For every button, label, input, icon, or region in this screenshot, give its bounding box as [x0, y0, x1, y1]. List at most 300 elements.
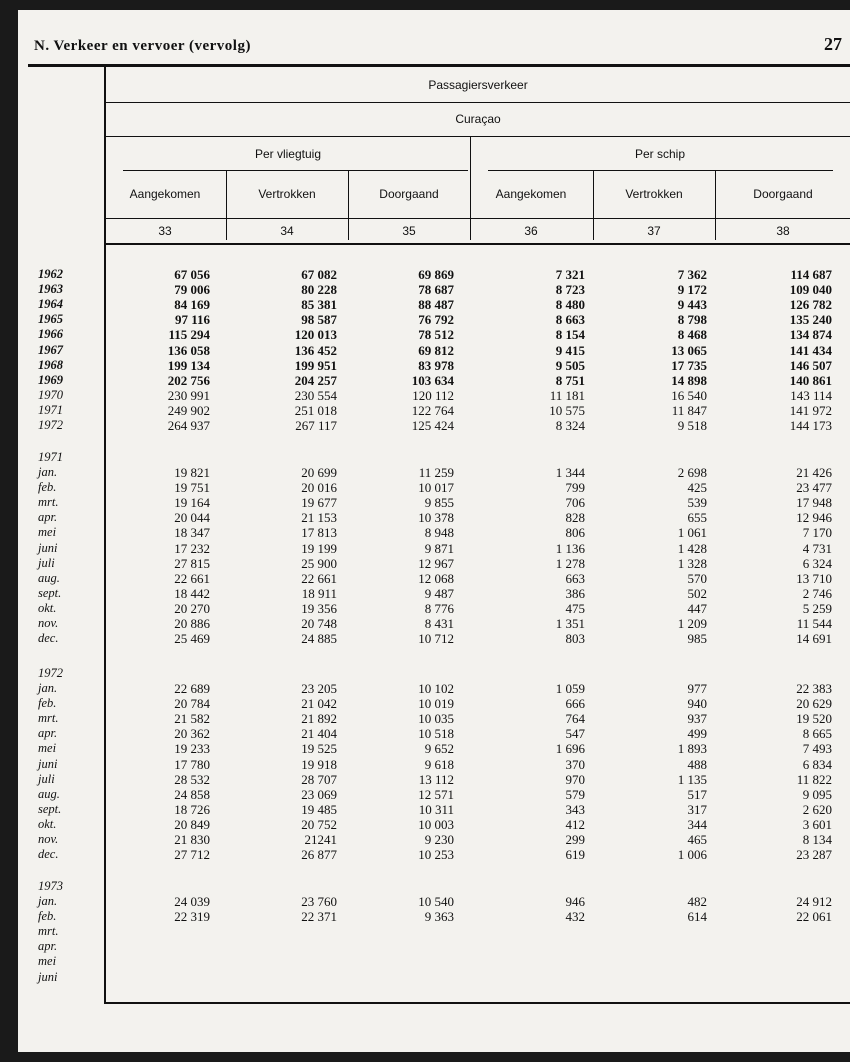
table-cell: 9 855 [424, 495, 454, 510]
table-cell: 517 [687, 787, 707, 802]
table-cell: 19 356 [301, 601, 337, 616]
table-cell: 10 253 [418, 847, 454, 862]
row-label: juli [38, 772, 55, 786]
section-label: 1973 [38, 879, 63, 893]
table-cell: 144 173 [789, 418, 832, 433]
table-cell: 9 230 [424, 832, 454, 847]
table-row [18, 970, 850, 985]
table-cell: 9 363 [424, 909, 454, 924]
table-cell: 230 991 [167, 388, 210, 403]
row-label: okt. [38, 817, 57, 831]
table-cell: 9 652 [424, 741, 454, 756]
table-cell: 19 918 [301, 757, 337, 772]
group-heading: Passagiersverkeer [428, 78, 528, 92]
table-cell: 19 199 [301, 541, 337, 556]
row-label: jan. [38, 681, 58, 695]
table-row [18, 525, 850, 540]
row-label: feb. [38, 696, 57, 710]
table-row [18, 696, 850, 711]
table-row [18, 327, 850, 342]
table-cell: 11 259 [418, 465, 454, 480]
table-cell: 1 061 [677, 525, 707, 540]
table-cell: 21241 [304, 832, 337, 847]
table-cell: 120 013 [294, 327, 337, 342]
row-label: dec. [38, 847, 59, 861]
page-number: 27 [824, 34, 842, 54]
table-cell: 141 972 [789, 403, 832, 418]
table-row [18, 418, 850, 433]
table-row [18, 465, 850, 480]
row-label: nov. [38, 832, 59, 846]
table-cell: 136 452 [294, 343, 337, 358]
table-cell: 13 065 [671, 343, 707, 358]
table-cell: 24 912 [796, 894, 832, 909]
table-cell: 3 601 [802, 817, 832, 832]
table-cell: 8 723 [555, 282, 585, 297]
table-cell: 20 849 [174, 817, 210, 832]
table-cell: 85 381 [301, 297, 337, 312]
table-cell: 20 016 [301, 480, 337, 495]
mode-air-heading: Per vliegtuig [254, 147, 322, 161]
table-cell: 114 687 [790, 267, 832, 282]
table-cell: 9 505 [555, 358, 585, 373]
table-cell: 20 748 [301, 616, 337, 631]
column-number-5: 37 [647, 224, 661, 238]
table-cell: 17 735 [671, 358, 707, 373]
table-cell: 370 [565, 757, 585, 772]
table-cell: 120 112 [412, 388, 454, 403]
row-label: jan. [38, 894, 58, 908]
table-cell: 115 294 [168, 327, 210, 342]
table-cell: 21 582 [174, 711, 210, 726]
table-cell: 80 228 [301, 282, 337, 297]
table-cell: 143 114 [790, 388, 832, 403]
table-cell: 10 378 [418, 510, 454, 525]
table-cell: 488 [687, 757, 707, 772]
table-cell: 21 153 [301, 510, 337, 525]
table-cell: 21 830 [174, 832, 210, 847]
table-row [18, 495, 850, 510]
table-cell: 18 911 [301, 586, 337, 601]
table-row [18, 373, 850, 388]
table-cell: 19 525 [301, 741, 337, 756]
header-rule-1 [106, 102, 850, 103]
table-cell: 23 477 [796, 480, 832, 495]
table-cell: 2 698 [677, 465, 707, 480]
table-row [18, 601, 850, 616]
table-cell: 28 707 [301, 772, 337, 787]
column-number-4: 36 [524, 224, 538, 238]
table-cell: 17 232 [174, 541, 210, 556]
row-label: apr. [38, 939, 58, 953]
table-cell: 78 512 [418, 327, 454, 342]
table-cell: 465 [687, 832, 707, 847]
row-label: 1970 [38, 388, 63, 402]
column-header-4: Aangekomen [495, 187, 567, 201]
table-cell: 22 371 [301, 909, 337, 924]
table-row [18, 403, 850, 418]
table-cell: 10 035 [418, 711, 454, 726]
table-cell: 764 [565, 711, 585, 726]
table-cell: 26 877 [301, 847, 337, 862]
column-header-1: Aangekomen [129, 187, 201, 201]
table-row [18, 358, 850, 373]
table-row [18, 772, 850, 787]
row-label: sept. [38, 802, 62, 816]
table-cell: 19 821 [174, 465, 210, 480]
table-row [18, 510, 850, 525]
table-cell: 482 [687, 894, 707, 909]
table-cell: 12 946 [796, 510, 832, 525]
row-label: feb. [38, 480, 57, 494]
table-cell: 6 324 [802, 556, 832, 571]
table-cell: 21 042 [301, 696, 337, 711]
top-rule [28, 64, 850, 67]
row-label: aug. [38, 571, 60, 585]
table-cell: 18 347 [174, 525, 210, 540]
table-row [18, 343, 850, 358]
table-cell: 18 442 [174, 586, 210, 601]
table-row [18, 681, 850, 696]
table-cell: 13 112 [418, 772, 454, 787]
table-cell: 20 362 [174, 726, 210, 741]
row-label: 1968 [38, 358, 63, 372]
row-label: 1967 [38, 343, 63, 357]
page-header-title: N. Verkeer en vervoer (vervolg) [34, 38, 251, 54]
table-cell: 76 792 [418, 312, 454, 327]
table-cell: 14 691 [796, 631, 832, 646]
table-cell: 614 [687, 909, 707, 924]
table-cell: 7 321 [555, 267, 585, 282]
table-cell: 19 751 [174, 480, 210, 495]
row-label: aug. [38, 787, 60, 801]
table-cell: 103 634 [411, 373, 454, 388]
table-cell: 985 [687, 631, 707, 646]
row-label: mrt. [38, 924, 59, 938]
table-cell: 18 726 [174, 802, 210, 817]
table-cell: 140 861 [789, 373, 832, 388]
row-label: nov. [38, 616, 59, 630]
table-cell: 78 687 [418, 282, 454, 297]
row-label: 1963 [38, 282, 63, 296]
table-cell: 655 [687, 510, 707, 525]
table-cell: 666 [565, 696, 585, 711]
table-cell: 135 240 [789, 312, 832, 327]
table-cell: 22 383 [796, 681, 832, 696]
table-cell: 970 [565, 772, 585, 787]
table-cell: 9 618 [424, 757, 454, 772]
table-cell: 1 059 [555, 681, 585, 696]
table-cell: 8 154 [555, 327, 585, 342]
table-cell: 499 [687, 726, 707, 741]
table-cell: 425 [687, 480, 707, 495]
table-cell: 8 663 [555, 312, 585, 327]
table-cell: 570 [687, 571, 707, 586]
table-cell: 386 [565, 586, 585, 601]
table-row [18, 267, 850, 282]
table-cell: 13 710 [796, 571, 832, 586]
table-cell: 17 813 [301, 525, 337, 540]
table-cell: 8 751 [555, 373, 585, 388]
table-cell: 19 485 [301, 802, 337, 817]
table-cell: 343 [565, 802, 585, 817]
row-label: mei [38, 954, 57, 968]
mode-ship-heading: Per schip [634, 147, 686, 161]
table-cell: 344 [687, 817, 707, 832]
table-row [18, 541, 850, 556]
header-rule-3 [123, 170, 468, 171]
table-cell: 67 056 [174, 267, 210, 282]
table-cell: 83 978 [418, 358, 454, 373]
table-cell: 11 544 [796, 616, 832, 631]
table-cell: 579 [565, 787, 585, 802]
table-cell: 21 404 [301, 726, 337, 741]
table-cell: 1 006 [677, 847, 707, 862]
table-cell: 20 270 [174, 601, 210, 616]
table-row [18, 787, 850, 802]
table-cell: 84 169 [174, 297, 210, 312]
table-cell: 8 798 [677, 312, 707, 327]
column-header-2: Vertrokken [258, 187, 316, 201]
table-row [18, 480, 850, 495]
table-cell: 23 069 [301, 787, 337, 802]
table-cell: 199 951 [294, 358, 337, 373]
table-cell: 1 351 [555, 616, 585, 631]
table-cell: 8 480 [555, 297, 585, 312]
table-cell: 22 661 [301, 571, 337, 586]
table-cell: 19 233 [174, 741, 210, 756]
table-row [18, 616, 850, 631]
row-label: 1965 [38, 312, 63, 326]
column-number-3: 35 [402, 224, 416, 238]
table-row [18, 939, 850, 954]
table-cell: 828 [565, 510, 585, 525]
table-row [18, 312, 850, 327]
table-cell: 8 776 [424, 601, 454, 616]
table-cell: 1 893 [677, 741, 707, 756]
table-cell: 20 629 [796, 696, 832, 711]
table-cell: 1 278 [555, 556, 585, 571]
table-cell: 10 102 [418, 681, 454, 696]
table-cell: 28 532 [174, 772, 210, 787]
table-row [18, 894, 850, 909]
table-cell: 10 017 [418, 480, 454, 495]
table-row [18, 802, 850, 817]
table-cell: 204 257 [294, 373, 337, 388]
header-rule-4 [488, 170, 833, 171]
table-row [18, 388, 850, 403]
row-label: 1969 [38, 373, 63, 387]
table-cell: 19 164 [174, 495, 210, 510]
table-cell: 412 [565, 817, 585, 832]
table-cell: 9 487 [424, 586, 454, 601]
table-cell: 10 575 [549, 403, 585, 418]
table-cell: 17 948 [796, 495, 832, 510]
subgroup-heading: Curaçao [455, 112, 501, 126]
table-row [18, 757, 850, 772]
table-cell: 79 006 [174, 282, 210, 297]
table-cell: 619 [565, 847, 585, 862]
table-cell: 20 699 [301, 465, 337, 480]
table-cell: 199 134 [167, 358, 210, 373]
table-cell: 9 871 [424, 541, 454, 556]
row-label: mrt. [38, 711, 59, 725]
table-cell: 10 019 [418, 696, 454, 711]
column-number-2: 34 [280, 224, 294, 238]
table-cell: 21 892 [301, 711, 337, 726]
row-label: apr. [38, 510, 58, 524]
table-cell: 146 507 [789, 358, 832, 373]
document-page [18, 10, 850, 1052]
table-cell: 67 082 [301, 267, 337, 282]
table-cell: 12 571 [418, 787, 454, 802]
table-cell: 122 764 [411, 403, 454, 418]
table-cell: 10 540 [418, 894, 454, 909]
table-cell: 11 181 [549, 388, 585, 403]
table-cell: 8 431 [424, 616, 454, 631]
table-row [18, 556, 850, 571]
table-row [18, 909, 850, 924]
column-number-1: 33 [158, 224, 172, 238]
row-label: sept. [38, 586, 62, 600]
table-cell: 22 689 [174, 681, 210, 696]
table-cell: 9 518 [677, 418, 707, 433]
table-cell: 9 172 [677, 282, 707, 297]
table-row [18, 282, 850, 297]
table-cell: 10 518 [418, 726, 454, 741]
table-row [18, 954, 850, 969]
table-cell: 937 [687, 711, 707, 726]
table-cell: 663 [565, 571, 585, 586]
table-cell: 1 135 [677, 772, 707, 787]
column-header-5: Vertrokken [625, 187, 683, 201]
table-cell: 125 424 [411, 418, 454, 433]
row-label: mei [38, 741, 57, 755]
table-cell: 539 [687, 495, 707, 510]
table-cell: 1 696 [555, 741, 585, 756]
table-cell: 977 [687, 681, 707, 696]
table-cell: 136 058 [167, 343, 210, 358]
table-cell: 19 520 [796, 711, 832, 726]
table-cell: 141 434 [789, 343, 832, 358]
table-cell: 1 428 [677, 541, 707, 556]
table-cell: 8 468 [677, 327, 707, 342]
table-cell: 23 760 [301, 894, 337, 909]
row-label: juni [38, 757, 58, 771]
table-row [18, 741, 850, 756]
table-cell: 5 259 [802, 601, 832, 616]
table-cell: 7 493 [802, 741, 832, 756]
table-cell: 20 752 [301, 817, 337, 832]
table-row [18, 832, 850, 847]
table-cell: 25 900 [301, 556, 337, 571]
table-row [18, 817, 850, 832]
table-cell: 317 [687, 802, 707, 817]
table-cell: 16 540 [671, 388, 707, 403]
bottom-rule [104, 1002, 850, 1004]
table-cell: 8 324 [555, 418, 585, 433]
table-cell: 2 620 [802, 802, 832, 817]
row-label: dec. [38, 631, 59, 645]
table-cell: 8 948 [424, 525, 454, 540]
column-header-3: Doorgaand [379, 187, 439, 201]
table-cell: 22 661 [174, 571, 210, 586]
table-cell: 12 068 [418, 571, 454, 586]
row-label: juni [38, 541, 58, 555]
table-cell: 27 712 [174, 847, 210, 862]
table-cell: 21 426 [796, 465, 832, 480]
table-cell: 9 095 [802, 787, 832, 802]
table-cell: 97 116 [174, 312, 210, 327]
table-row [18, 631, 850, 646]
table-cell: 19 677 [301, 495, 337, 510]
header-rule-6 [106, 243, 850, 245]
row-label: 1964 [38, 297, 63, 311]
row-label: okt. [38, 601, 57, 615]
table-cell: 251 018 [294, 403, 337, 418]
table-cell: 10 003 [418, 817, 454, 832]
header-rule-5 [106, 218, 850, 219]
table-cell: 126 782 [789, 297, 832, 312]
table-cell: 6 834 [802, 757, 832, 772]
column-number-6: 38 [776, 224, 790, 238]
row-label: jan. [38, 465, 58, 479]
table-row [18, 711, 850, 726]
table-cell: 22 319 [174, 909, 210, 924]
table-cell: 20 784 [174, 696, 210, 711]
table-cell: 799 [565, 480, 585, 495]
table-cell: 230 554 [294, 388, 337, 403]
table-cell: 10 712 [418, 631, 454, 646]
table-cell: 22 061 [796, 909, 832, 924]
table-cell: 264 937 [167, 418, 210, 433]
table-cell: 17 780 [174, 757, 210, 772]
row-label: juli [38, 556, 55, 570]
table-cell: 1 328 [677, 556, 707, 571]
table-cell: 4 731 [802, 541, 832, 556]
table-row [18, 586, 850, 601]
table-row [18, 726, 850, 741]
table-cell: 24 885 [301, 631, 337, 646]
column-header-6: Doorgaand [753, 187, 813, 201]
table-cell: 432 [565, 909, 585, 924]
table-cell: 23 287 [796, 847, 832, 862]
table-cell: 249 902 [167, 403, 210, 418]
row-label: juni [38, 970, 58, 984]
table-cell: 11 822 [796, 772, 832, 787]
table-cell: 447 [687, 601, 707, 616]
table-row [18, 924, 850, 939]
header-rule-2 [106, 136, 850, 137]
table-cell: 475 [565, 601, 585, 616]
table-cell: 1 344 [555, 465, 585, 480]
row-label: 1971 [38, 403, 63, 417]
row-label: mei [38, 525, 57, 539]
table-cell: 803 [565, 631, 585, 646]
col-divider-5 [715, 170, 716, 240]
section-label: 1971 [38, 450, 63, 464]
table-cell: 14 898 [671, 373, 707, 388]
table-cell: 547 [565, 726, 585, 741]
row-label: 1966 [38, 327, 63, 341]
table-cell: 25 469 [174, 631, 210, 646]
table-cell: 20 886 [174, 616, 210, 631]
section-label: 1972 [38, 666, 63, 680]
table-row [18, 847, 850, 862]
table-cell: 9 443 [677, 297, 707, 312]
table-cell: 23 205 [301, 681, 337, 696]
table-cell: 299 [565, 832, 585, 847]
